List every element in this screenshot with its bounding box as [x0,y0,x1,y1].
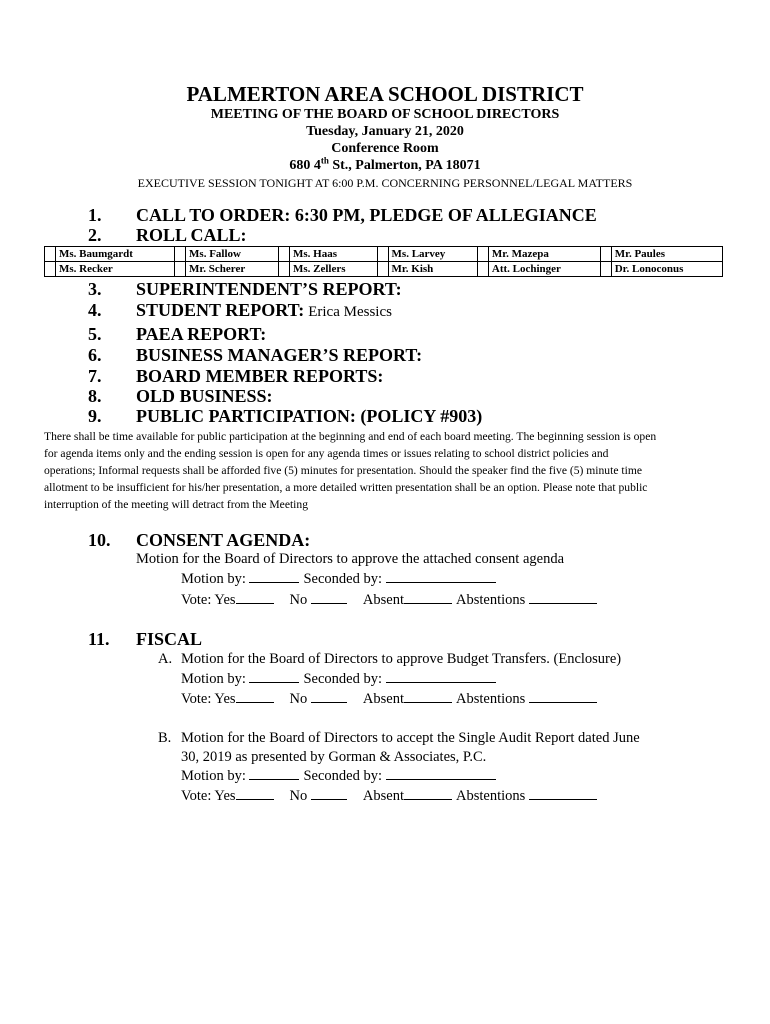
motion-by-label: Motion by: [181,768,246,784]
agenda-item-superintendent-report [88,279,402,300]
address-number: 680 4 [289,158,321,173]
meeting-address [0,157,770,174]
roll-call-name: Mr. Kish [388,262,477,277]
section-consent-agenda [88,530,310,551]
meeting-room: Conference Room [331,141,439,156]
agenda-item-public-participation [88,406,482,427]
item-label: STUDENT REPORT: [136,300,305,320]
roll-call-name: Ms. Zellers [289,262,377,277]
fiscal-a-motion-seconded-line [181,669,500,689]
agenda-item-business-manager-report [88,345,422,366]
roll-call-name: Ms. Larvey [388,247,477,262]
roll-call-table [44,246,723,277]
checkbox-cell [477,247,488,262]
vote-no-blank[interactable] [311,786,347,800]
vote-abstentions-blank[interactable] [529,786,597,800]
item-text: Motion for the Board of Directors to approve Budget Transfers. (Enclosure) [181,651,622,667]
checkbox-cell [278,262,289,277]
checkbox-cell [377,262,388,277]
motion-by-blank[interactable] [249,766,299,780]
agenda-item-roll-call [88,225,247,246]
roll-call-name: Mr. Paules [611,247,722,262]
fiscal-b-vote-line [181,786,601,806]
vote-no-blank[interactable] [311,590,347,604]
item-number: 8. [88,386,102,406]
roll-call-row [45,247,723,262]
vote-yes-blank[interactable] [236,689,274,703]
section-title: FISCAL [136,629,203,649]
vote-no-label: No [289,691,308,707]
checkbox-cell [477,262,488,277]
vote-abstentions-blank[interactable] [529,590,597,604]
section-number: 11. [88,629,110,649]
vote-yes-blank[interactable] [236,590,274,604]
meeting-title: MEETING OF THE BOARD OF SCHOOL DIRECTORS [210,107,560,122]
motion-by-blank[interactable] [249,669,299,683]
agenda-item-paea-report [88,324,266,345]
item-label: PUBLIC PARTICIPATION: (POLICY #903) [136,406,483,426]
vote-abstentions-label: Abstentions [455,691,526,707]
item-letter: A. [158,651,173,667]
vote-absent-label: Absent [362,691,404,707]
roll-call-name: Ms. Baumgardt [56,247,175,262]
roll-call-name: Att. Lochinger [488,262,600,277]
seconded-by-label: Seconded by: [303,768,383,784]
consent-vote-line [181,590,601,610]
checkbox-cell [175,247,186,262]
vote-abstentions-label: Abstentions [455,788,526,804]
vote-absent-label: Absent [362,788,404,804]
section-title: CONSENT AGENDA: [136,530,311,550]
item-text: Motion for the Board of Directors to accept the Single Audit Report dated June [181,730,640,746]
checkbox-cell [45,247,56,262]
item-label: PAEA REPORT: [136,324,267,344]
item-number: 4. [88,300,102,320]
agenda-item-board-member-reports [88,366,383,387]
item-label: BOARD MEMBER REPORTS: [136,366,384,386]
vote-abstentions-blank[interactable] [529,689,597,703]
roll-call-name: Mr. Mazepa [488,247,600,262]
item-number: 7. [88,366,102,386]
policy-line: for agenda items only and the ending session is open for any agenda times or issues relating to school district policies and [44,447,609,460]
vote-yes-label: Vote: Yes [181,788,236,804]
seconded-by-blank[interactable] [386,569,496,583]
document-header [0,82,770,191]
policy-line: allotment to be insufficient for his/her presentation, a more detailed written presentation shall be an option. Please note that public [44,481,648,494]
section-number: 10. [88,530,111,550]
executive-session-notice: EXECUTIVE SESSION TONIGHT AT 6:00 P.M. CONCERNING PERSONNEL/LEGAL MATTERS [137,176,633,190]
fiscal-item-a [158,650,621,669]
vote-absent-label: Absent [362,592,404,608]
seconded-by-blank[interactable] [386,766,496,780]
policy-line: There shall be time available for public participation at the beginning and end of each board meeting. The beginning session is open [44,430,657,443]
vote-absent-blank[interactable] [404,689,452,703]
policy-line: operations; Informal requests shall be afforded five (5) minutes for presentation. Should the speaker find the five (5) minute time [44,464,642,477]
checkbox-cell [600,247,611,262]
fiscal-item-b-continued: 30, 2019 as presented by Gorman & Associates, P.C. [181,749,487,765]
address-ordinal: th [320,155,329,166]
vote-no-label: No [289,592,308,608]
fiscal-item-b [158,729,640,748]
fiscal-a-vote-line [181,689,601,709]
public-participation-policy-text [44,428,720,513]
item-number: 3. [88,279,102,299]
vote-absent-blank[interactable] [404,590,452,604]
item-label: ROLL CALL: [136,225,247,245]
item-label: SUPERINTENDENT’S REPORT: [136,279,402,299]
consent-motion-seconded-line [181,569,500,589]
agenda-item-call-to-order [88,205,597,226]
item-label: CALL TO ORDER: 6:30 PM, PLEDGE OF ALLEGIANCE [136,205,597,225]
checkbox-cell [175,262,186,277]
item-number: 2. [88,225,102,245]
roll-call-row [45,262,723,277]
vote-yes-label: Vote: Yes [181,592,236,608]
roll-call-name: Mr. Scherer [186,262,279,277]
consent-motion-text: Motion for the Board of Directors to approve the attached consent agenda [136,551,565,567]
motion-by-label: Motion by: [181,571,246,587]
policy-line: interruption of the meeting will detract from the Meeting [44,498,309,511]
agenda-item-old-business [88,386,273,407]
meeting-date: Tuesday, January 21, 2020 [306,124,464,139]
seconded-by-blank[interactable] [386,669,496,683]
roll-call-name: Ms. Recker [56,262,175,277]
vote-abstentions-label: Abstentions [455,592,526,608]
address-street: St., Palmerton, PA 18071 [328,158,481,173]
roll-call-name: Dr. Lonoconus [611,262,722,277]
vote-no-blank[interactable] [311,689,347,703]
vote-yes-label: Vote: Yes [181,691,236,707]
item-number: 5. [88,324,102,344]
item-label: BUSINESS MANAGER’S REPORT: [136,345,423,365]
item-number: 9. [88,406,102,426]
checkbox-cell [278,247,289,262]
checkbox-cell [600,262,611,277]
seconded-by-label: Seconded by: [303,671,383,687]
motion-by-blank[interactable] [249,569,299,583]
roll-call-name: Ms. Fallow [186,247,279,262]
seconded-by-label: Seconded by: [303,571,383,587]
vote-yes-blank[interactable] [236,786,274,800]
agenda-item-student-report [88,300,392,323]
motion-by-label: Motion by: [181,671,246,687]
item-letter: B. [158,730,172,746]
vote-no-label: No [289,788,308,804]
item-number: 6. [88,345,102,365]
item-number: 1. [88,205,102,225]
district-title: PALMERTON AREA SCHOOL DISTRICT [186,82,584,106]
section-fiscal [88,629,202,650]
fiscal-b-motion-seconded-line [181,766,500,786]
checkbox-cell [377,247,388,262]
student-reporter-name: Erica Messics [308,304,392,320]
vote-absent-blank[interactable] [404,786,452,800]
item-label: OLD BUSINESS: [136,386,273,406]
checkbox-cell [45,262,56,277]
roll-call-name: Ms. Haas [289,247,377,262]
